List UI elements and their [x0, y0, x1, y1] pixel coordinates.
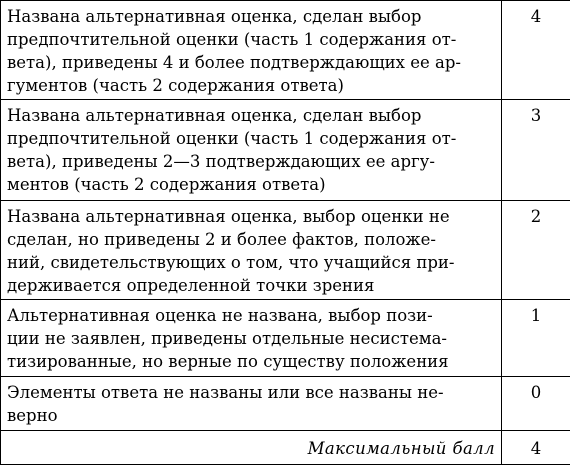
criterion-description — [1, 100, 502, 201]
criterion-description — [1, 1, 502, 100]
criterion-line: Альтернативная оценка не названа, выбор пози- — [7, 304, 495, 327]
criterion-line: вета), приведены 4 и более подтверждающих ее ар- — [7, 51, 495, 74]
criterion-row — [1, 1, 570, 100]
criterion-line: Названа альтернативная оценка, сделан выбор — [7, 5, 495, 28]
criterion-score: 0 — [502, 377, 570, 431]
criterion-line: предпочтительной оценки (часть 1 содержания от- — [7, 127, 495, 150]
criterion-line: держивается определенной точки зрения — [7, 274, 495, 297]
criterion-line: ции не заявлен, приведены отдельные несистема- — [7, 327, 495, 350]
criterion-line: ментов (часть 2 содержания ответа) — [7, 173, 495, 196]
criterion-line: Элементы ответа не названы или все названы не- — [7, 381, 495, 404]
criterion-line: Названа альтернативная оценка, сделан выбор — [7, 104, 495, 127]
criterion-line: Названа альтернативная оценка, выбор оценки не — [7, 205, 495, 228]
criterion-line: предпочтительной оценки (часть 1 содержания от- — [7, 28, 495, 51]
criterion-description — [1, 300, 502, 377]
criterion-row — [1, 100, 570, 201]
criterion-description — [1, 201, 502, 300]
criterion-line: вета), приведены 2—3 подтверждающих ее аргу- — [7, 150, 495, 173]
criterion-description — [1, 377, 502, 431]
max-score-label: Максимальный балл — [1, 431, 502, 465]
criterion-row — [1, 300, 570, 377]
criterion-score: 1 — [502, 300, 570, 377]
criterion-line: ний, свидетельствующих о том, что учащийся при- — [7, 251, 495, 274]
criterion-row — [1, 201, 570, 300]
max-score-value: 4 — [502, 431, 570, 465]
max-score-row — [1, 431, 570, 465]
criterion-line: верно — [7, 404, 495, 427]
criterion-score: 4 — [502, 1, 570, 100]
criterion-score: 3 — [502, 100, 570, 201]
criterion-row — [1, 377, 570, 431]
criterion-line: гументов (часть 2 содержания ответа) — [7, 74, 495, 97]
criterion-line: сделан, но приведены 2 и более фактов, положе- — [7, 228, 495, 251]
criterion-line: тизированные, но верные по существу положения — [7, 350, 495, 373]
criterion-score: 2 — [502, 201, 570, 300]
